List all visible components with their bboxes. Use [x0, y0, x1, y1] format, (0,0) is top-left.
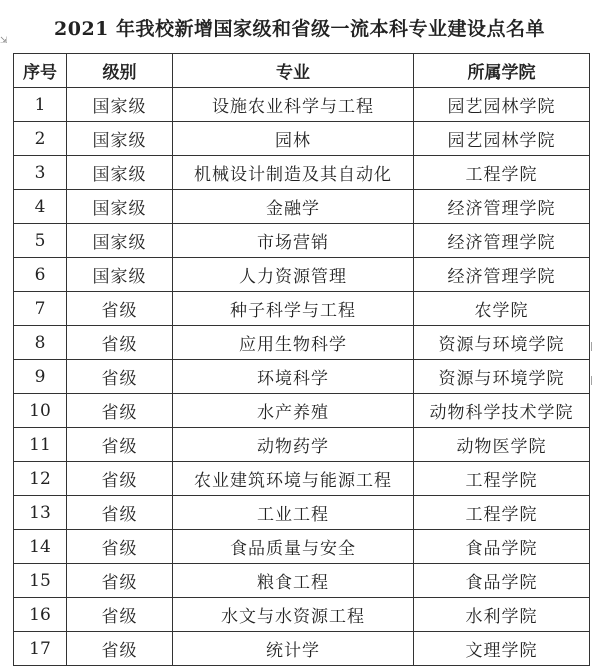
cell-college: 水利学院 — [414, 598, 590, 632]
table-row — [14, 190, 590, 224]
table-row — [14, 598, 590, 632]
table-row — [14, 258, 590, 292]
cell-seq: 16 — [14, 598, 67, 632]
table-row — [14, 462, 590, 496]
cell-seq: 5 — [14, 224, 67, 258]
majors-table — [13, 53, 590, 666]
cell-level: 国家级 — [67, 122, 173, 156]
table-row — [14, 224, 590, 258]
header-level: 级别 — [67, 54, 173, 88]
cell-level: 省级 — [67, 326, 173, 360]
cell-college: 农学院 — [414, 292, 590, 326]
cell-seq: 4 — [14, 190, 67, 224]
cell-level: 国家级 — [67, 258, 173, 292]
cell-level: 国家级 — [67, 156, 173, 190]
cell-major: 粮食工程 — [173, 564, 414, 598]
page-title: 2021 年我校新增国家级和省级一流本科专业建设点名单 — [54, 18, 545, 40]
header-major: 专业 — [173, 54, 414, 88]
header-seq: 序号 — [14, 54, 67, 88]
cell-major: 统计学 — [173, 632, 414, 666]
cell-major: 设施农业科学与工程 — [173, 88, 414, 122]
table-anchor-icon: ⇲ — [0, 36, 8, 46]
cell-college: 园艺园林学院 — [414, 88, 590, 122]
cell-college: 动物科学技术学院 — [414, 394, 590, 428]
table-row — [14, 156, 590, 190]
cell-level: 国家级 — [67, 224, 173, 258]
cell-level: 省级 — [67, 564, 173, 598]
cell-major: 人力资源管理 — [173, 258, 414, 292]
cell-college: 经济管理学院 — [414, 190, 590, 224]
cell-seq: 1 — [14, 88, 67, 122]
cell-level: 省级 — [67, 394, 173, 428]
cell-major: 食品质量与安全 — [173, 530, 414, 564]
cell-seq: 17 — [14, 632, 67, 666]
cell-college: 文理学院 — [414, 632, 590, 666]
cell-major: 机械设计制造及其自动化 — [173, 156, 414, 190]
cell-level: 省级 — [67, 530, 173, 564]
cell-college: 工程学院 — [414, 462, 590, 496]
table-row — [14, 428, 590, 462]
cell-major: 农业建筑环境与能源工程 — [173, 462, 414, 496]
cell-level: 省级 — [67, 428, 173, 462]
cell-college: 工程学院 — [414, 496, 590, 530]
cell-college: 动物医学院 — [414, 428, 590, 462]
table-row — [14, 496, 590, 530]
cell-level: 国家级 — [67, 190, 173, 224]
table-row — [14, 394, 590, 428]
cell-seq: 15 — [14, 564, 67, 598]
table-row — [14, 564, 590, 598]
cell-college: 工程学院 — [414, 156, 590, 190]
cell-seq: 6 — [14, 258, 67, 292]
cell-college: 资源与环境学院 — [414, 326, 590, 360]
cell-seq: 10 — [14, 394, 67, 428]
cell-college: 园艺园林学院 — [414, 122, 590, 156]
cell-level: 省级 — [67, 632, 173, 666]
cell-level: 省级 — [67, 496, 173, 530]
cell-level: 省级 — [67, 292, 173, 326]
table-row — [14, 360, 590, 394]
cell-seq: 8 — [14, 326, 67, 360]
cell-level: 省级 — [67, 598, 173, 632]
cell-major: 市场营销 — [173, 224, 414, 258]
cell-major: 园林 — [173, 122, 414, 156]
cell-major: 工业工程 — [173, 496, 414, 530]
row-marker-icon: | — [590, 376, 594, 386]
cell-college: 食品学院 — [414, 564, 590, 598]
cell-level: 省级 — [67, 360, 173, 394]
cell-level: 省级 — [67, 462, 173, 496]
table-row — [14, 530, 590, 564]
cell-seq: 11 — [14, 428, 67, 462]
cell-college: 经济管理学院 — [414, 258, 590, 292]
cell-level: 国家级 — [67, 88, 173, 122]
cell-college: 食品学院 — [414, 530, 590, 564]
table-row — [14, 122, 590, 156]
header-college: 所属学院 — [414, 54, 590, 88]
table-header-row — [14, 54, 590, 88]
cell-seq: 9 — [14, 360, 67, 394]
table-row — [14, 292, 590, 326]
cell-major: 水文与水资源工程 — [173, 598, 414, 632]
cell-seq: 12 — [14, 462, 67, 496]
cell-seq: 7 — [14, 292, 67, 326]
cell-major: 应用生物科学 — [173, 326, 414, 360]
cell-major: 动物药学 — [173, 428, 414, 462]
cell-seq: 14 — [14, 530, 67, 564]
cell-major: 水产养殖 — [173, 394, 414, 428]
row-marker-icon: | — [590, 342, 594, 352]
cell-college: 资源与环境学院 — [414, 360, 590, 394]
cell-seq: 2 — [14, 122, 67, 156]
table-row — [14, 632, 590, 666]
table-row — [14, 88, 590, 122]
cell-major: 种子科学与工程 — [173, 292, 414, 326]
cell-seq: 13 — [14, 496, 67, 530]
table-row — [14, 326, 590, 360]
cell-major: 环境科学 — [173, 360, 414, 394]
cell-seq: 3 — [14, 156, 67, 190]
cell-college: 经济管理学院 — [414, 224, 590, 258]
cell-major: 金融学 — [173, 190, 414, 224]
